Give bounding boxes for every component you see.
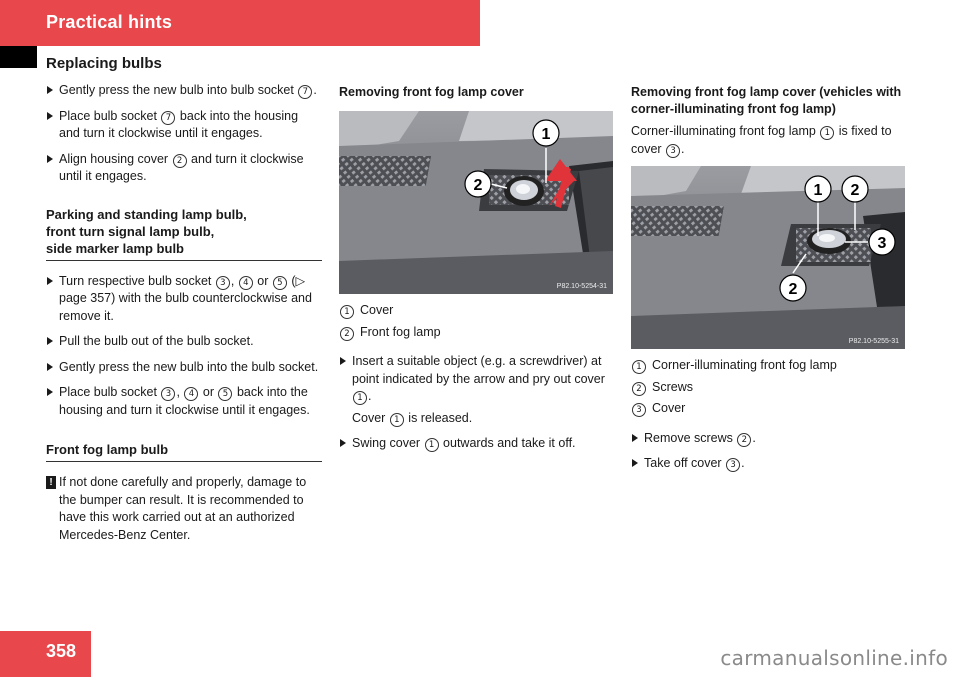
photo-code: P82.10-5255-31	[848, 338, 899, 345]
photo-code: P82.10-5254-31	[556, 283, 607, 290]
fog-lamp-photo	[339, 111, 613, 294]
legend-item: 2 Front fog lamp	[339, 324, 615, 342]
section-title: Replacing bulbs	[46, 55, 162, 72]
step-remove-screws: Remove screws 2 .	[631, 430, 907, 448]
step-swing-cover: Swing cover 1 outwards and take it off.	[339, 435, 615, 453]
step-align-cover: Align housing cover 2 and turn it clockwise until it engages.	[46, 151, 322, 186]
callout-1: 1	[813, 182, 823, 199]
heading-parking-lamp: Parking and standing lamp bulb, front turn signal lamp bulb, side marker lamp bulb	[46, 206, 322, 261]
legend-item: 2 Screws	[631, 379, 907, 397]
column-right	[631, 82, 907, 481]
step-take-off-cover: Take off cover 3 .	[631, 455, 907, 473]
legend-item: 1 Corner-illuminating front fog lamp	[631, 357, 907, 375]
heading-front-fog-lamp: Front fog lamp bulb	[46, 441, 322, 462]
step-pull-bulb: Pull the bulb out of the bulb socket.	[46, 333, 322, 351]
watermark: carmanualsonline.info	[720, 646, 948, 670]
step-turn-socket: Turn respective bulb socket 3 , 4 or 5 (▷ page 357) with the bulb counterclockwise and remove it.	[46, 273, 322, 326]
warning-icon: !	[46, 476, 56, 489]
step-insert-object: Insert a suitable object (e.g. a screwdriver) at point indicated by the arrow and pry out cover 1 .	[339, 353, 615, 406]
corner-fog-lamp-photo	[631, 166, 905, 349]
callout-1: 1	[541, 126, 551, 143]
warning-note: ! If not done carefully and properly, damage to the bumper can result. It is recommended to have this work carried out at an authorized Mercedes-Benz Center.	[46, 474, 322, 544]
step-place-socket: Place bulb socket 7 back into the housing and turn it clockwise until it engages.	[46, 108, 322, 143]
legend-item: 1 Cover	[339, 302, 615, 320]
intro-text: Corner-illuminating front fog lamp 1 is fixed to cover 3 .	[631, 124, 892, 156]
legend-item: 3 Cover	[631, 400, 907, 418]
callout-3: 3	[877, 235, 887, 252]
callout-2: 2	[473, 177, 483, 194]
column-left	[46, 82, 322, 544]
subheading-remove-cover: Removing front fog lamp cover	[339, 85, 524, 99]
step-press-new-bulb: Gently press the new bulb into the bulb socket.	[46, 359, 322, 377]
column-middle	[339, 82, 615, 461]
subheading-remove-cover-corner: Removing front fog lamp cover (vehicles with corner-illuminating front fog lamp)	[631, 85, 902, 116]
callout-2: 2	[850, 182, 860, 199]
step-place-socket-back: Place bulb socket 3 , 4 or 5 back into the housing and turn it clockwise until it engages.	[46, 384, 322, 419]
page-number: 358	[46, 641, 77, 661]
cover-released-note: Cover 1 is released.	[352, 410, 473, 425]
callout-2b: 2	[788, 281, 798, 298]
step-press-bulb: Gently press the new bulb into bulb socket 7 .	[46, 82, 322, 100]
chapter-title: Practical hints	[46, 12, 173, 32]
section-marker	[0, 46, 37, 68]
